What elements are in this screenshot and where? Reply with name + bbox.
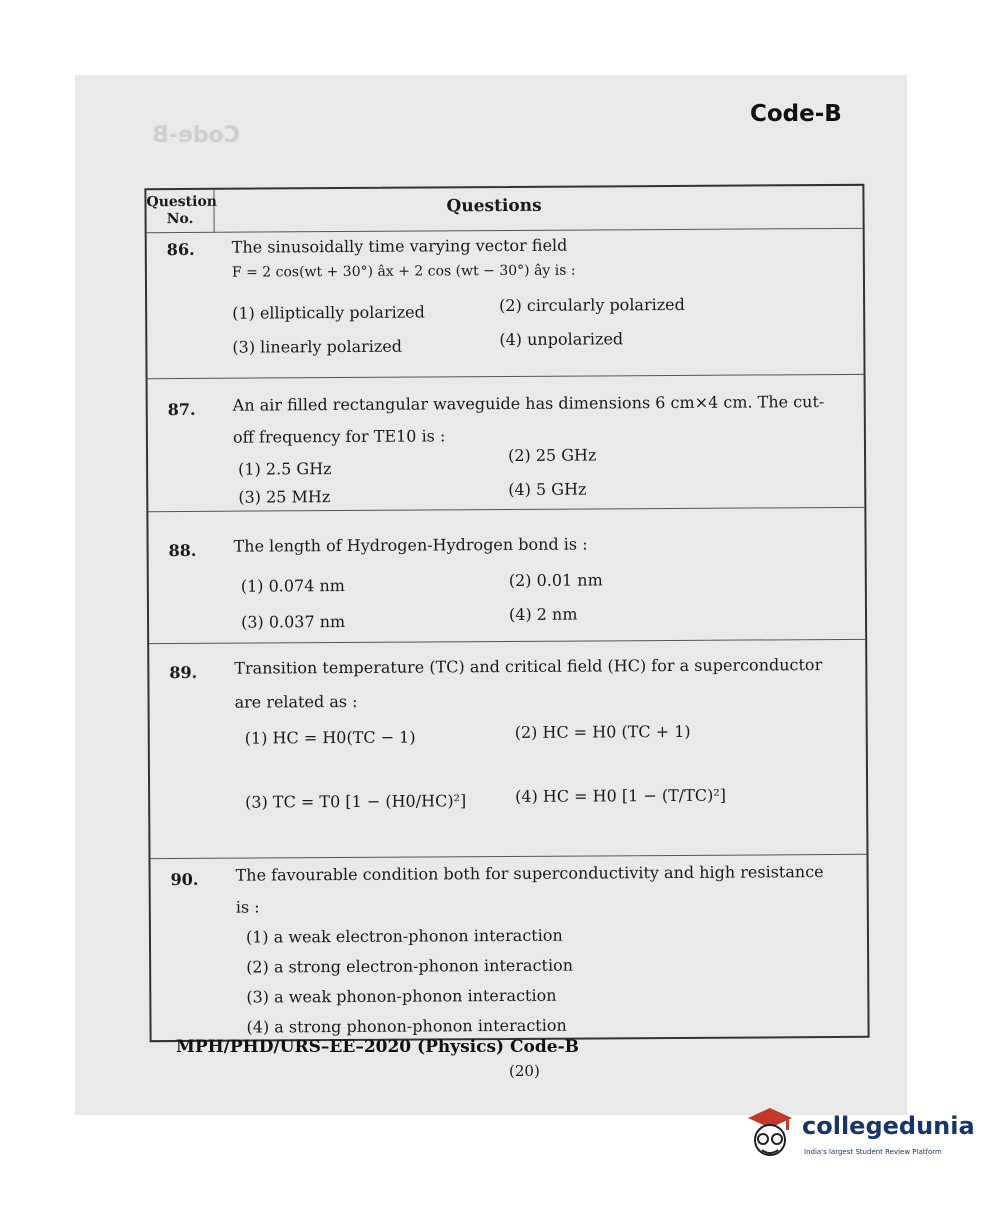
option: (4) unpolarized <box>499 329 624 350</box>
question-text-continued: are related as : <box>234 691 358 712</box>
option: (2) a strong electron-phonon interaction <box>246 955 574 977</box>
option: (1) 2.5 GHz <box>238 459 332 479</box>
code-label: Code-B <box>750 101 842 127</box>
graduate-mascot-icon <box>742 1104 798 1164</box>
question-text: Transition temperature (TC) and critical field (HC) for a superconductor <box>234 655 823 678</box>
option: (2) HC = H0 (TC + 1) <box>514 721 691 742</box>
question-text-continued: off frequency for TE10 is : <box>232 426 446 447</box>
option: (3) 0.037 nm <box>240 611 346 632</box>
question-table <box>144 184 869 1042</box>
option: (2) circularly polarized <box>499 294 685 316</box>
question-number: 88. <box>168 540 197 561</box>
option: (1) HC = H0(TC − 1) <box>244 727 416 748</box>
exam-footer: MPH/PHD/URS–EE–2020 (Physics) Code-B <box>176 1037 580 1057</box>
question-row <box>148 507 865 644</box>
option: (1) a weak electron-phonon interaction <box>245 925 563 947</box>
question-text: An air filled rectangular waveguide has dimensions 6 cm×4 cm. The cut- <box>232 392 825 415</box>
option: (4) 2 nm <box>508 604 578 624</box>
header-question-no: Question No. <box>146 190 214 232</box>
option: (4) a strong phonon-phonon interaction <box>246 1015 567 1037</box>
question-number: 90. <box>170 869 199 890</box>
question-formula: F = 2 cos(wt + 30°) âx + 2 cos (wt − 30°) ây is : <box>231 262 576 281</box>
question-number: 86. <box>166 239 195 260</box>
option: (2) 25 GHz <box>507 445 597 465</box>
option: (3) linearly polarized <box>232 336 403 357</box>
option: (4) 5 GHz <box>508 479 587 499</box>
table-header <box>146 186 862 233</box>
option: (3) TC = T0 [1 − (H0/HC)²] <box>245 791 467 812</box>
question-text-continued: is : <box>235 897 260 917</box>
option: (2) 0.01 nm <box>508 570 603 590</box>
question-row <box>147 228 864 379</box>
option: (1) 0.074 nm <box>240 575 346 596</box>
question-row <box>149 639 866 859</box>
question-text: The favourable condition both for superconductivity and high resistance <box>235 862 824 885</box>
collegedunia-logo <box>742 1104 975 1164</box>
option: (1) elliptically polarized <box>232 302 425 323</box>
question-text: The length of Hydrogen-Hydrogen bond is : <box>233 534 588 556</box>
question-text: The sinusoidally time varying vector field <box>231 235 568 257</box>
question-number: 89. <box>169 662 198 683</box>
header-questions: Questions <box>446 195 542 217</box>
option: (3) 25 MHz <box>238 487 331 507</box>
page-number: (20) <box>509 1062 540 1080</box>
question-row <box>148 374 865 512</box>
logo-name: collegedunia <box>802 1112 975 1140</box>
question-row <box>150 854 867 1040</box>
bleed-through-code: Code-B <box>152 123 240 148</box>
question-number: 87. <box>167 399 196 420</box>
logo-tagline: India's largest Student Review Platform <box>804 1148 942 1156</box>
option: (4) HC = H0 [1 − (T/TC)²] <box>515 785 727 806</box>
option: (3) a weak phonon-phonon interaction <box>246 985 557 1007</box>
